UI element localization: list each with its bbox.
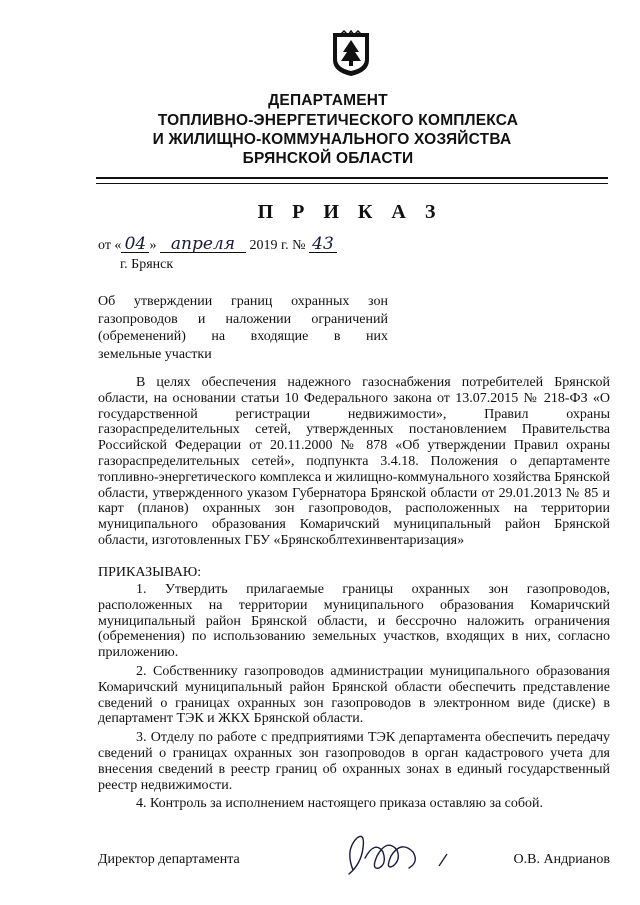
header-divider-thick xyxy=(96,177,608,179)
decree-word: ПРИКАЗЫВАЮ: xyxy=(98,565,202,580)
date-month: апреля xyxy=(160,236,246,253)
department-title-line-3: И ЖИЛИЩНО-КОММУНАЛЬНОГО ХОЗЯЙСТВА xyxy=(152,131,512,148)
signatory-name: О.В. Андрианов xyxy=(513,852,610,867)
city: г. Брянск xyxy=(120,257,174,272)
order-title: П Р И К А З xyxy=(257,201,443,223)
subject-line: Об утверждении границ охранных зон xyxy=(98,294,388,309)
coat-of-arms-emblem xyxy=(330,30,372,78)
order-item: 4. Контроль за исполнением настоящего приказа оставляю за собой. xyxy=(136,796,544,812)
order-subject xyxy=(98,293,388,363)
order-items xyxy=(98,582,610,815)
date-quote-close: » xyxy=(149,238,157,253)
department-title-line-4: БРЯНСКОЙ ОБЛАСТИ xyxy=(242,150,414,167)
number-prefix: № xyxy=(292,238,306,253)
order-item: 1. Утвердить прилагаемые границы охранных зон газопроводов, расположенных на территории муниципального образования Комаричский муниципальный район Брянской области, и бессрочно наложить ограничения (обременения) по использованию земельных участков, входящих в них, согласно приложению. xyxy=(98,582,610,661)
date-from-prefix: от « xyxy=(98,238,122,253)
order-date-line xyxy=(98,236,337,254)
subject-line: (обременений) на входящие в них xyxy=(98,329,388,344)
department-title-line-2: ТОПЛИВНО-ЭНЕРГЕТИЧЕСКОГО КОМПЛЕКСА xyxy=(157,112,519,129)
handwritten-signature xyxy=(335,830,465,878)
department-title-line-1: ДЕПАРТАМЕНТ xyxy=(268,92,388,109)
subject-line: земельные участки xyxy=(98,346,212,362)
preamble-paragraph: В целях обеспечения надежного газоснабжения потребителей Брянской области, на основании статьи 10 Федерального закона от 13.07.2015 № 218-ФЗ «О государственной регистрации недвижимости», Правил охраны газораспределительных сетей, утвержденных постановлением Правительства Российской Федерации от 20.11.2000 № 878 «Об утверждении Правил охраны газораспределительных сетей», подпункта 3.4.18. Положения о департаменте топливно-энергетического комплекса и жилищно-коммунального хозяйства Брянской области, утвержденного указом Губернатора Брянской области от 29.01.2013 № 85 и карт (планов) охранных зон газопроводов, расположенных на территории муниципального образования Комаричский муниципальный район Брянской области, изготовленных ГБУ «Брянскоблтехинвентаризация» xyxy=(98,375,610,548)
subject-line: газопроводов и наложении ограничений xyxy=(98,311,388,327)
date-day: 04 xyxy=(121,236,149,253)
signatory-role: Директор департамента xyxy=(98,852,240,867)
order-number: 43 xyxy=(309,236,337,253)
date-year: 2019 г. xyxy=(249,238,289,253)
header-divider-thin xyxy=(96,183,608,184)
order-item: 3. Отделу по работе с предприятиями ТЭК департамента обеспечить передачу сведений о границах охранных зон газопроводов в орган кадастрового учета для внесения сведений в реестр границ об охранных зонах в единый государственный реестр недвижимости. xyxy=(98,730,610,793)
order-item: 2. Собственнику газопроводов администрации муниципального образования Комаричский муниципальный район Брянской области обеспечить представление сведений о границах охранных зон газопроводов в электронном виде (диске) в департамент ТЭК и ЖКХ Брянской области. xyxy=(98,663,610,727)
